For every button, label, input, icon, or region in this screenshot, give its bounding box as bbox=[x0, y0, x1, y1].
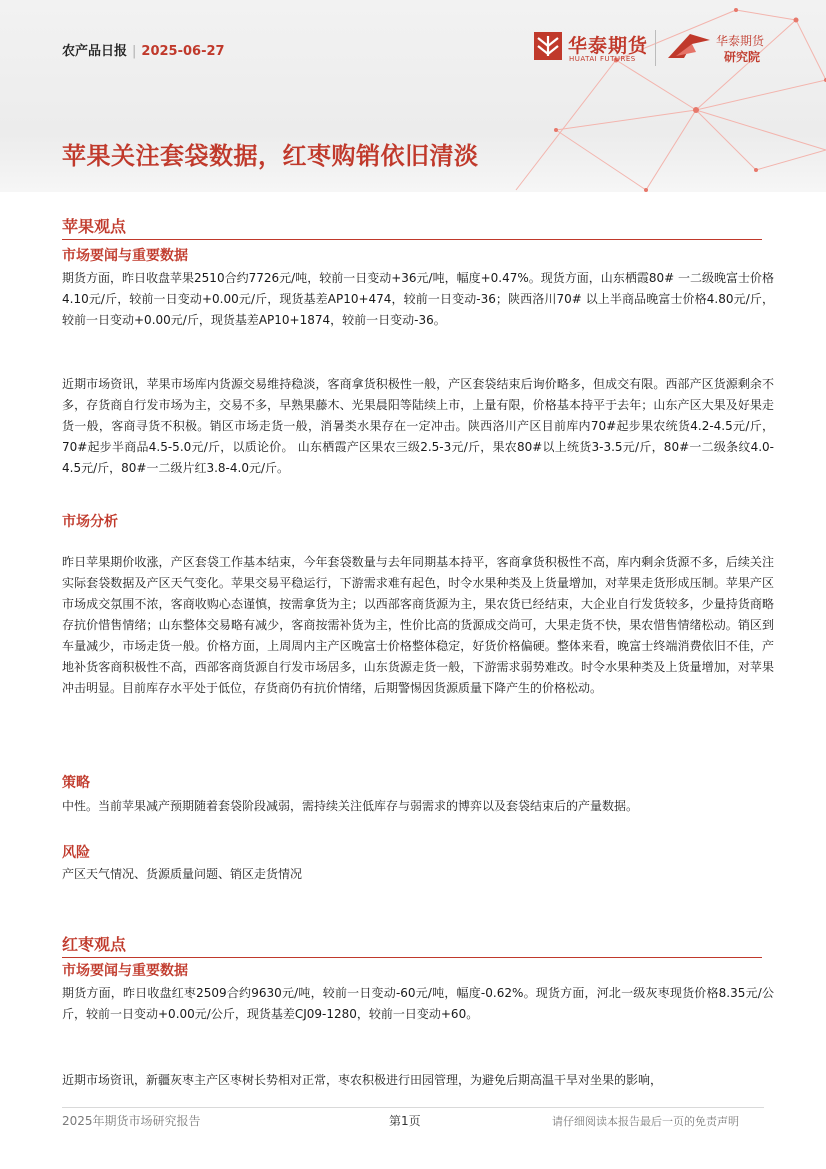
jujube-news-paragraph-1: 期货方面，昨日收盘红枣2509合约9630元/吨，较前一日变动-60元/吨，幅度-0.62%。现货方面，河北一级灰枣现货价格8.35元/公斤，较前一日变动+0.00元/公斤，现货基差CJ09-1280，较前一日变动+60。 bbox=[62, 986, 774, 1021]
logo-subtitle: HUATAI FUTURES bbox=[569, 55, 636, 63]
huatai-logo-icon bbox=[534, 32, 562, 60]
jujube-section-title: 红枣观点 bbox=[62, 932, 762, 958]
institute-name: 华泰期货 bbox=[716, 34, 765, 48]
apple-risk-title: 风险 bbox=[62, 845, 90, 861]
apple-analysis-title: 市场分析 bbox=[62, 514, 118, 530]
footer-report-name: 2025年期货市场研究报告 bbox=[62, 1114, 201, 1128]
research-institute-icon bbox=[666, 30, 712, 62]
jujube-news-paragraph-2: 近期市场资讯，新疆灰枣主产区枣树长势相对正常，枣农积极进行田园管理，为避免后期高温干旱对坐果的影响， bbox=[62, 1073, 663, 1087]
apple-news-paragraph-1: 期货方面，昨日收盘苹果2510合约7726元/吨，较前一日变动+36元/吨，幅度+0.47%。现货方面，山东栖霞80# 一二级晚富士价格4.10元/斤，较前一日变动+0.00元/斤，现货基差AP10+474，较前一日变动-36；陕西洛川70# 以上半商品晚富士价格4.80元/斤，较前一日变动+0.00元/斤，现货基差AP10+1874，较前一日变动-36。 bbox=[62, 271, 774, 327]
apple-section-title: 苹果观点 bbox=[62, 214, 762, 240]
apple-strategy-title: 策略 bbox=[62, 775, 90, 791]
network-decoration-icon bbox=[496, 0, 826, 192]
logo-name: 华泰期货 bbox=[568, 35, 649, 57]
apple-news-title: 市场要闻与重要数据 bbox=[62, 248, 188, 264]
header-separator: | bbox=[132, 44, 137, 59]
apple-analysis-paragraph: 昨日苹果期价收涨，产区套袋工作基本结束，今年套袋数量与去年同期基本持平，客商拿货积极性不高，库内剩余货源不多，后续关注实际套袋数据及产区天气变化。苹果交易平稳运行，下游需求难有起色，时令水果种类及上货量增加，对苹果走货形成压制。苹果产区市场成交氛围不浓，客商收购心态谨慎，按需拿货为主；以西部客商货源为主，果农货已经结束，大企业自行发货较多，少量持货商略存抗价惜售情绪；山东整体交易略有减少，客商按需补货为主，性价比高的货源成交尚可，大果走货不快，果农惜售情绪松动。销区到车量减少，市场走货一般。价格方面，上周周内主产区晚富士价格整体稳定，好货价格偏硬。整体来看，晚富士终端消费依旧不佳，产地补货客商积极性不高，西部客商货源自行发市场居多，山东货源走货一般，下游需求弱势难改。时令水果种类及上货量增加，对苹果冲击明显。目前库存水平处于低位，存货商仍有抗价情绪，后期警惕因货源质量下降产生的价格松动。 bbox=[62, 555, 774, 695]
page-title: 苹果关注套袋数据，红枣购销依旧清淡 bbox=[62, 142, 479, 170]
page-number: 第1页 bbox=[389, 1114, 421, 1128]
report-date: 2025-06-27 bbox=[141, 44, 225, 59]
footer-disclaimer-note: 请仔细阅读本报告最后一页的免责声明 bbox=[552, 1115, 739, 1128]
report-type: 农产品日报 bbox=[62, 44, 128, 59]
footer-divider bbox=[62, 1107, 764, 1108]
apple-strategy-paragraph: 中性。当前苹果减产预期随着套袋阶段减弱，需持续关注低库存与弱需求的博弈以及套袋结束后的产量数据。 bbox=[62, 799, 639, 813]
apple-news-paragraph-2: 近期市场资讯，苹果市场库内货源交易维持稳淡，客商拿货积极性一般，产区套袋结束后询价略多，但成交有限。西部产区货源剩余不多，存货商自行发市场为主，交易不多，早熟果藤木、光果晨阳等陆续上市，上量有限，价格基本持平于去年；山东产区大果及好果走货一般，客商寻货不积极。销区市场走货一般，消暑类水果存在一定冲击。陕西洛川产区目前库内70#起步果农统货4.2-4.5元/斤，70#起步半商品4.5-5.0元/斤，以质论价。 山东栖霞产区果农三级2.5-3元/斤，果农80#以上统货3-3.5元/斤，80#一二级条纹4.0-4.5元/斤，80#一二级片红3.8-4.0元/斤。 bbox=[62, 377, 774, 475]
report-header-label bbox=[62, 40, 225, 59]
jujube-news-title: 市场要闻与重要数据 bbox=[62, 963, 188, 979]
apple-risk-paragraph: 产区天气情况、货源质量问题、销区走货情况 bbox=[62, 867, 303, 881]
institute-subname: 研究院 bbox=[724, 50, 761, 64]
logo-divider bbox=[655, 30, 656, 66]
